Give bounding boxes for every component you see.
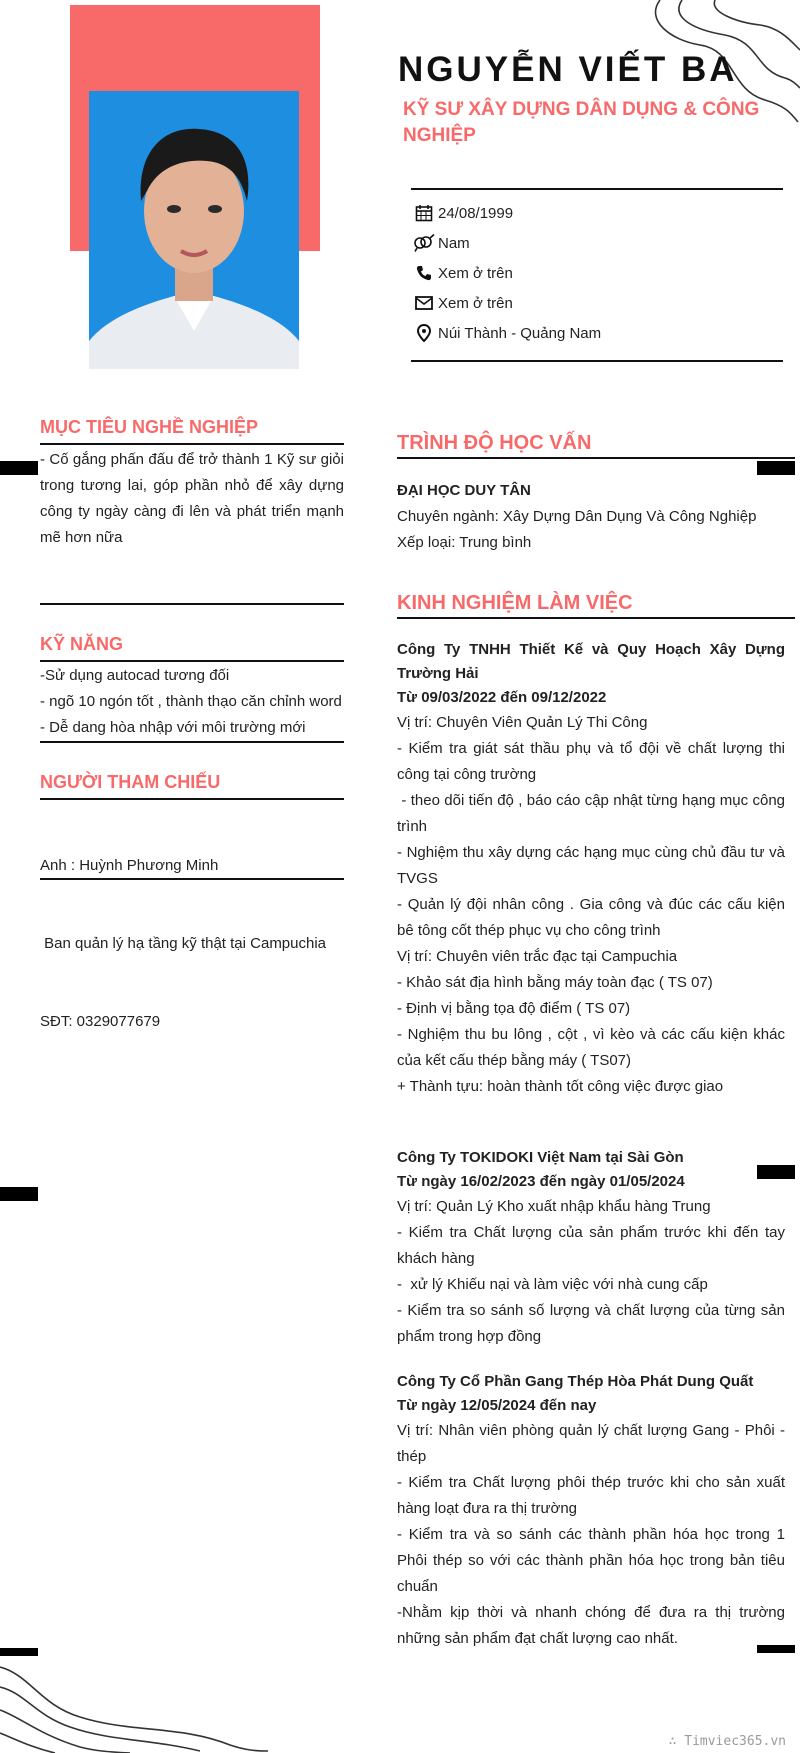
skill-item: - ngõ 10 ngón tốt , thành thạo căn chỉnh word bbox=[40, 693, 342, 710]
divider bbox=[40, 660, 344, 662]
job-entry bbox=[397, 1370, 785, 1652]
location-icon bbox=[412, 323, 436, 343]
job-period: Từ ngày 12/05/2024 đến nay bbox=[397, 1397, 597, 1414]
email-icon bbox=[412, 293, 436, 313]
job-company: Công Ty Cổ Phần Gang Thép Hòa Phát Dung Quất bbox=[397, 1373, 754, 1390]
job-line: Vị trí: Nhân viên phòng quản lý chất lượng Gang - Phôi - thép bbox=[397, 1422, 785, 1465]
job-line: Vị trí: Chuyên viên trắc đạc tại Campuchia bbox=[397, 948, 678, 965]
job-line: - Quản lý đội nhân công . Gia công và đúc các cấu kiện bê tông cốt thép phục vụ cho công trình bbox=[397, 896, 785, 939]
contact-birthday bbox=[412, 198, 772, 228]
job-period: Từ 09/03/2022 đến 09/12/2022 bbox=[397, 689, 607, 706]
job-line: Vị trí: Chuyên Viên Quản Lý Thi Công bbox=[397, 714, 648, 731]
job-line: - Khảo sát địa hình bằng máy toàn đạc ( TS 07) bbox=[397, 974, 713, 991]
education-grade: Xếp loại: Trung bình bbox=[397, 534, 532, 551]
skills-heading: KỸ NĂNG bbox=[40, 634, 124, 654]
job-line: - Kiểm tra giát sát thầu phụ và tổ đội về chất lượng thi công tại công trường bbox=[397, 740, 785, 783]
job-line: - Kiểm tra Chất lượng phôi thép trước khi cho sản xuất hàng loạt đưa ra thị trường bbox=[397, 1474, 785, 1517]
job-entry bbox=[397, 638, 790, 1100]
skill-item: - Dễ dang hòa nhập với môi trường mới bbox=[40, 719, 306, 736]
divider bbox=[40, 741, 344, 743]
job-line: - theo dõi tiến độ , báo cáo cập nhật từng hạng mục công trình bbox=[397, 792, 790, 835]
job-company: Công Ty TOKIDOKI Việt Nam tại Sài Gòn bbox=[397, 1149, 684, 1166]
education-block bbox=[397, 478, 787, 556]
job-company: Công Ty TNHH Thiết Kế và Quy Hoạch Xây Dựng Trường Hải bbox=[397, 641, 785, 682]
contact-info bbox=[412, 198, 772, 348]
reference-line: Anh : Huỳnh Phương Minh bbox=[40, 857, 219, 874]
job-line: - Nghiệm thu bu lông , cột , vì kèo và các cấu kiện khác của kết cấu thép bằng máy ( TS07) bbox=[397, 1026, 785, 1069]
edge-marker bbox=[0, 1187, 38, 1201]
decorative-waves-bottom bbox=[0, 1655, 270, 1753]
candidate-name: NGUYỄN VIẾT BA bbox=[398, 50, 738, 89]
job-line: - Định vị bằng tọa độ điểm ( TS 07) bbox=[397, 1000, 631, 1017]
reference-line: SĐT: 0329077679 bbox=[40, 1013, 161, 1030]
contact-phone bbox=[412, 258, 772, 288]
avatar bbox=[89, 91, 299, 369]
contact-value: Xem ở trên bbox=[438, 294, 513, 312]
contact-value: Núi Thành - Quảng Nam bbox=[438, 324, 602, 342]
school-name: ĐẠI HỌC DUY TÂN bbox=[397, 482, 531, 499]
divider bbox=[411, 188, 783, 190]
gender-icon bbox=[412, 233, 436, 253]
references-heading: NGƯỜI THAM CHIẾU bbox=[40, 772, 221, 792]
references-text bbox=[40, 801, 344, 1061]
education-major: Chuyên ngành: Xây Dựng Dân Dụng Và Công Nghiệp bbox=[397, 508, 757, 525]
edge-marker bbox=[0, 1648, 38, 1656]
watermark-text: Timviec365.vn bbox=[684, 1734, 786, 1749]
job-line: - Nghiệm thu xây dựng các hạng mục cùng chủ đầu tư và TVGS bbox=[397, 844, 785, 887]
divider bbox=[397, 457, 795, 459]
skill-item: -Sử dụng autocad tương đối bbox=[40, 667, 230, 684]
divider bbox=[40, 443, 344, 445]
job-line: + Thành tựu: hoàn thành tốt công việc được giao bbox=[397, 1078, 724, 1095]
reference-line: Ban quản lý hạ tầng kỹ thật tại Campuchia bbox=[40, 935, 327, 952]
job-line: Vị trí: Quản Lý Kho xuất nhập khẩu hàng Trung bbox=[397, 1198, 711, 1215]
job-line: -Nhằm kịp thời và nhanh chóng để đưa ra thị trường những sản phẩm đạt chất lượng cao nhất. bbox=[397, 1604, 785, 1647]
contact-value: Nam bbox=[438, 234, 470, 252]
divider bbox=[411, 360, 783, 362]
experience-heading: KINH NGHIỆM LÀM VIỆC bbox=[397, 592, 633, 614]
job-line: - Kiểm tra Chất lượng của sản phẩm trước khi đến tay khách hàng bbox=[397, 1224, 785, 1267]
phone-icon bbox=[412, 263, 436, 283]
job-line: - Kiểm tra so sánh số lượng và chất lượng của từng sản phẩm trong hợp đồng bbox=[397, 1302, 785, 1345]
calendar-icon bbox=[412, 203, 436, 223]
profile-photo bbox=[89, 91, 299, 369]
divider bbox=[40, 878, 344, 880]
divider bbox=[397, 617, 795, 619]
edge-marker bbox=[757, 461, 795, 475]
education-heading: TRÌNH ĐỘ HỌC VẤN bbox=[397, 432, 592, 454]
edge-marker bbox=[0, 461, 38, 475]
job-line: - Kiểm tra và so sánh các thành phần hóa học trong 1 Phôi thép so với các thành phần hóa học trong bản tiêu chuẩn bbox=[397, 1526, 785, 1595]
divider bbox=[40, 798, 344, 800]
job-period: Từ ngày 16/02/2023 đến ngày 01/05/2024 bbox=[397, 1173, 685, 1190]
job-entry bbox=[397, 1146, 785, 1350]
skills-list bbox=[40, 663, 344, 741]
job-line: - xử lý Khiếu nại và làm việc với nhà cung cấp bbox=[397, 1276, 708, 1293]
watermark: ∴ Timviec365.vn bbox=[668, 1734, 786, 1749]
contact-value: 24/08/1999 bbox=[438, 204, 514, 222]
contact-gender bbox=[412, 228, 772, 258]
job-title: KỸ SƯ XÂY DỰNG DÂN DỤNG & CÔNG NGHIỆP bbox=[403, 99, 760, 146]
objective-heading: MỤC TIÊU NGHỀ NGHIỆP bbox=[40, 417, 259, 437]
contact-address bbox=[412, 318, 772, 348]
contact-email bbox=[412, 288, 772, 318]
objective-text: - Cố gắng phấn đấu để trở thành 1 Kỹ sư giỏi trong tương lai, góp phần nhỏ để xây dựng công ty ngày càng đi lên và phát triển mạnh mẽ hơn nữa bbox=[40, 451, 344, 546]
contact-value: Xem ở trên bbox=[438, 264, 513, 282]
divider bbox=[40, 603, 344, 605]
